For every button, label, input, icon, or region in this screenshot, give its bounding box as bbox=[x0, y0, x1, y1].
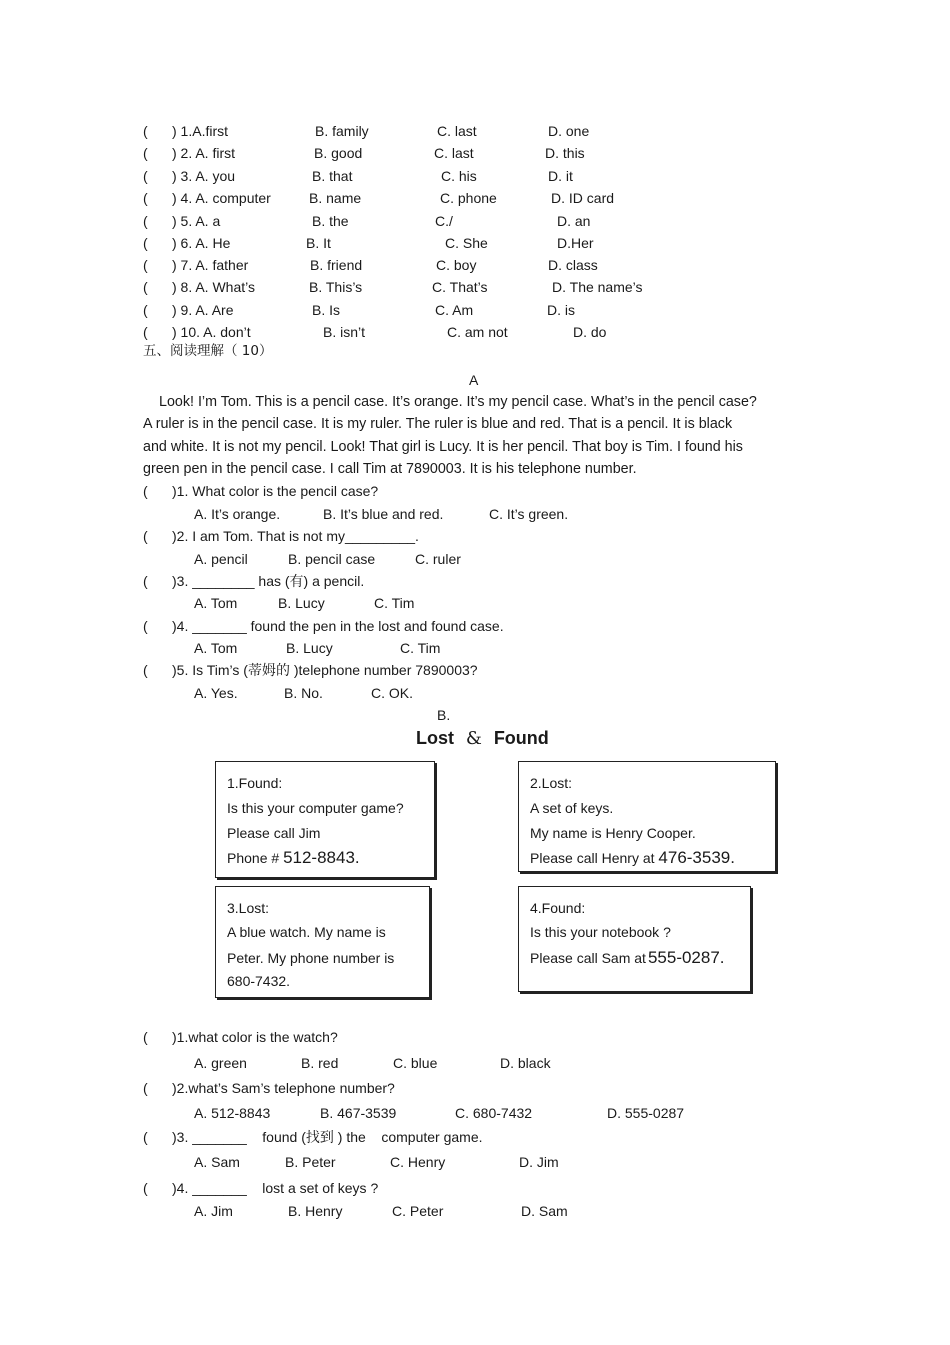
notice-line: 4.Found: bbox=[530, 900, 586, 916]
question-stem bbox=[0, 574, 950, 594]
passage-b-label: B. bbox=[437, 707, 451, 723]
question-text: )1.what color is the watch? bbox=[172, 1029, 338, 1045]
cloze-row bbox=[0, 124, 950, 144]
option-c: C. phone bbox=[440, 190, 497, 206]
answer-paren: ( bbox=[143, 279, 148, 295]
option-d: D. it bbox=[548, 168, 573, 184]
question-text: )2.what’s Sam’s telephone number? bbox=[172, 1080, 395, 1096]
option-a: A. pencil bbox=[194, 551, 248, 567]
option-a: A. 512-8843 bbox=[194, 1105, 271, 1121]
answer-paren: ( bbox=[143, 528, 148, 544]
option-a: A. Sam bbox=[194, 1154, 240, 1170]
question-options bbox=[0, 596, 950, 616]
answer-paren: ( bbox=[143, 302, 148, 318]
question-options bbox=[0, 1155, 950, 1175]
cloze-row bbox=[0, 191, 950, 211]
notice-box-1 bbox=[215, 761, 435, 878]
answer-paren: ( bbox=[143, 1080, 148, 1096]
answer-paren: ( bbox=[143, 1029, 148, 1045]
notice-line: Is this your computer game? bbox=[227, 800, 404, 816]
notice-box-4 bbox=[518, 886, 751, 992]
option-b: B. No. bbox=[284, 685, 323, 701]
option-d: D. do bbox=[573, 324, 607, 340]
notice-text: Please call Sam at bbox=[530, 950, 646, 966]
answer-paren: ( bbox=[143, 483, 148, 499]
option-c: C. am not bbox=[447, 324, 508, 340]
option-b: B. Peter bbox=[285, 1154, 336, 1170]
option-c: C. That’s bbox=[432, 279, 488, 295]
cloze-row bbox=[0, 303, 950, 323]
option-b: B. Lucy bbox=[286, 640, 333, 656]
option-d: D. is bbox=[547, 302, 575, 318]
notice-line bbox=[530, 849, 735, 866]
option-b: B. pencil case bbox=[288, 551, 376, 567]
question-stem bbox=[0, 1081, 950, 1101]
notice-line: Please call Jim bbox=[227, 825, 321, 841]
question-options bbox=[0, 641, 950, 661]
phone-number: 555-0287. bbox=[647, 948, 725, 967]
option-c: C. last bbox=[434, 145, 474, 161]
option-d: D. an bbox=[557, 213, 591, 229]
passage-line: A ruler is in the pencil case. It is my ruler. The ruler is blue and red. That is a pencil. It is black bbox=[143, 416, 733, 432]
cloze-row bbox=[0, 325, 950, 345]
option-d: D. this bbox=[545, 145, 585, 161]
question-text: )3. _______ found (找到 ) the computer game. bbox=[172, 1129, 483, 1145]
title-ampersand: & bbox=[465, 728, 482, 749]
option-b: B. red bbox=[301, 1055, 339, 1071]
option-d: D.Her bbox=[557, 235, 594, 251]
option-c: C. his bbox=[441, 168, 477, 184]
option-b: B. Is bbox=[312, 302, 341, 318]
option-b: B. 467-3539 bbox=[320, 1105, 397, 1121]
question-options bbox=[0, 507, 950, 527]
option-d: D. ID card bbox=[551, 190, 615, 206]
question-options bbox=[0, 1056, 950, 1076]
lost-found-title bbox=[416, 729, 549, 748]
option-d: D. The name’s bbox=[552, 279, 643, 295]
question-text: )4. _______ lost a set of keys ? bbox=[172, 1180, 379, 1196]
option-b: B. isn’t bbox=[323, 324, 366, 340]
answer-paren: ( bbox=[143, 235, 148, 251]
answer-paren: ( bbox=[143, 168, 148, 184]
cloze-row bbox=[0, 280, 950, 300]
option-c: C. Tim bbox=[374, 595, 415, 611]
passage-a-label: A bbox=[469, 372, 479, 388]
option-a: A. It’s orange. bbox=[194, 506, 281, 522]
answer-paren: ( bbox=[143, 190, 148, 206]
option-c: C. Tim bbox=[400, 640, 441, 656]
passage-line: green pen in the pencil case. I call Tim at 7890003. It is his telephone number. bbox=[143, 461, 637, 477]
answer-paren: ( bbox=[143, 145, 148, 161]
question-stem bbox=[0, 619, 950, 639]
option-c: C. OK. bbox=[371, 685, 414, 701]
option-c: C. Peter bbox=[392, 1203, 444, 1219]
answer-paren: ( bbox=[143, 324, 148, 340]
cloze-row bbox=[0, 214, 950, 234]
option-d: D. Sam bbox=[521, 1203, 568, 1219]
notice-line: 3.Lost: bbox=[227, 900, 270, 916]
notice-line: My name is Henry Cooper. bbox=[530, 825, 696, 841]
option-c: C. boy bbox=[436, 257, 477, 273]
notice-line bbox=[530, 949, 725, 966]
answer-paren: ( bbox=[143, 1180, 148, 1196]
title-found: Found bbox=[493, 728, 549, 748]
option-b: B. name bbox=[309, 190, 362, 206]
title-lost: Lost bbox=[416, 728, 454, 748]
option-c: C. blue bbox=[393, 1055, 438, 1071]
question-text: )2. I am Tom. That is not my_________. bbox=[172, 528, 419, 544]
answer-paren: ( bbox=[143, 213, 148, 229]
option-a: ) 2. A. first bbox=[172, 145, 236, 161]
option-c: C. ruler bbox=[415, 551, 461, 567]
option-c: C. last bbox=[437, 123, 477, 139]
section-title: 五、阅读理解（ 10） bbox=[143, 343, 273, 359]
passage-line: Look! I’m Tom. This is a pencil case. It’s orange. It’s my pencil case. What’s in the pencil case? bbox=[159, 394, 757, 410]
option-c: C. It’s green. bbox=[489, 506, 569, 522]
option-c: C. Am bbox=[435, 302, 474, 318]
notice-line: 1.Found: bbox=[227, 775, 283, 791]
notice-line: Is this your notebook ? bbox=[530, 924, 671, 940]
option-a: A. Tom bbox=[194, 595, 238, 611]
notice-line: 2.Lost: bbox=[530, 775, 573, 791]
answer-paren: ( bbox=[143, 618, 148, 634]
notice-box-2 bbox=[518, 761, 776, 872]
question-text: )1. What color is the pencil case? bbox=[172, 483, 379, 499]
option-d: D. black bbox=[500, 1055, 551, 1071]
option-b: B. friend bbox=[310, 257, 363, 273]
phone-number: 476-3539. bbox=[658, 848, 735, 867]
question-stem bbox=[0, 1130, 950, 1150]
cloze-row bbox=[0, 169, 950, 189]
option-d: D. 555-0287 bbox=[607, 1105, 685, 1121]
option-b: B. It’s blue and red. bbox=[323, 506, 444, 522]
option-a: ) 3. A. you bbox=[172, 168, 236, 184]
question-options bbox=[0, 1204, 950, 1224]
option-b: B. This’s bbox=[309, 279, 363, 295]
cloze-row bbox=[0, 258, 950, 278]
question-stem bbox=[0, 484, 950, 504]
option-b: B. that bbox=[312, 168, 353, 184]
option-b: B. It bbox=[306, 235, 331, 251]
question-options bbox=[0, 1106, 950, 1126]
option-a: ) 4. A. computer bbox=[172, 190, 271, 206]
option-a: ) 1.A.first bbox=[172, 123, 229, 139]
question-stem bbox=[0, 529, 950, 549]
answer-paren: ( bbox=[143, 1129, 148, 1145]
notice-text: Please call Henry at bbox=[530, 850, 659, 866]
option-c: C. 680-7432 bbox=[455, 1105, 533, 1121]
option-b: B. Lucy bbox=[278, 595, 325, 611]
option-b: B. family bbox=[315, 123, 369, 139]
option-a: A. Tom bbox=[194, 640, 238, 656]
question-stem bbox=[0, 1181, 950, 1201]
answer-paren: ( bbox=[143, 123, 148, 139]
option-d: D. Jim bbox=[519, 1154, 559, 1170]
question-text: )5. Is Tim’s (蒂姆的 )telephone number 7890003? bbox=[172, 662, 478, 678]
notice-line: A set of keys. bbox=[530, 800, 614, 816]
phone-number: 680-7432. bbox=[227, 973, 291, 989]
passage-line: and white. It is not my pencil. Look! That girl is Lucy. It is her pencil. That boy is Tim. I found his bbox=[143, 439, 743, 455]
question-options bbox=[0, 552, 950, 572]
option-c: C./ bbox=[435, 213, 453, 229]
question-options bbox=[0, 686, 950, 706]
question-text: )4. _______ found the pen in the lost and found case. bbox=[172, 618, 504, 634]
option-c: C. She bbox=[445, 235, 488, 251]
answer-paren: ( bbox=[143, 662, 148, 678]
option-c: C. Henry bbox=[390, 1154, 446, 1170]
option-a: ) 8. A. What’s bbox=[172, 279, 255, 295]
cloze-row bbox=[0, 146, 950, 166]
question-stem bbox=[0, 1030, 950, 1050]
option-d: D. class bbox=[548, 257, 598, 273]
option-a: ) 10. A. don’t bbox=[172, 324, 251, 340]
option-a: ) 6. A. He bbox=[172, 235, 231, 251]
answer-paren: ( bbox=[143, 257, 148, 273]
notice-line: A blue watch. My name is bbox=[227, 924, 386, 940]
question-text: )3. ________ has (有) a pencil. bbox=[172, 573, 365, 589]
option-a: ) 9. A. Are bbox=[172, 302, 234, 318]
notice-box-3 bbox=[215, 886, 430, 998]
option-d: D. one bbox=[548, 123, 590, 139]
question-stem bbox=[0, 663, 950, 683]
option-a: A. Jim bbox=[194, 1203, 233, 1219]
notice-text: Phone # bbox=[227, 850, 284, 866]
option-a: A. green bbox=[194, 1055, 247, 1071]
option-a: A. Yes. bbox=[194, 685, 238, 701]
option-a: ) 7. A. father bbox=[172, 257, 249, 273]
option-b: B. Henry bbox=[288, 1203, 343, 1219]
option-a: ) 5. A. a bbox=[172, 213, 221, 229]
option-b: B. the bbox=[312, 213, 349, 229]
notice-line bbox=[227, 849, 360, 866]
answer-paren: ( bbox=[143, 573, 148, 589]
cloze-row bbox=[0, 236, 950, 256]
notice-line: Peter. My phone number is bbox=[227, 950, 395, 966]
phone-number: 512-8843. bbox=[283, 848, 360, 867]
option-b: B. good bbox=[314, 145, 363, 161]
